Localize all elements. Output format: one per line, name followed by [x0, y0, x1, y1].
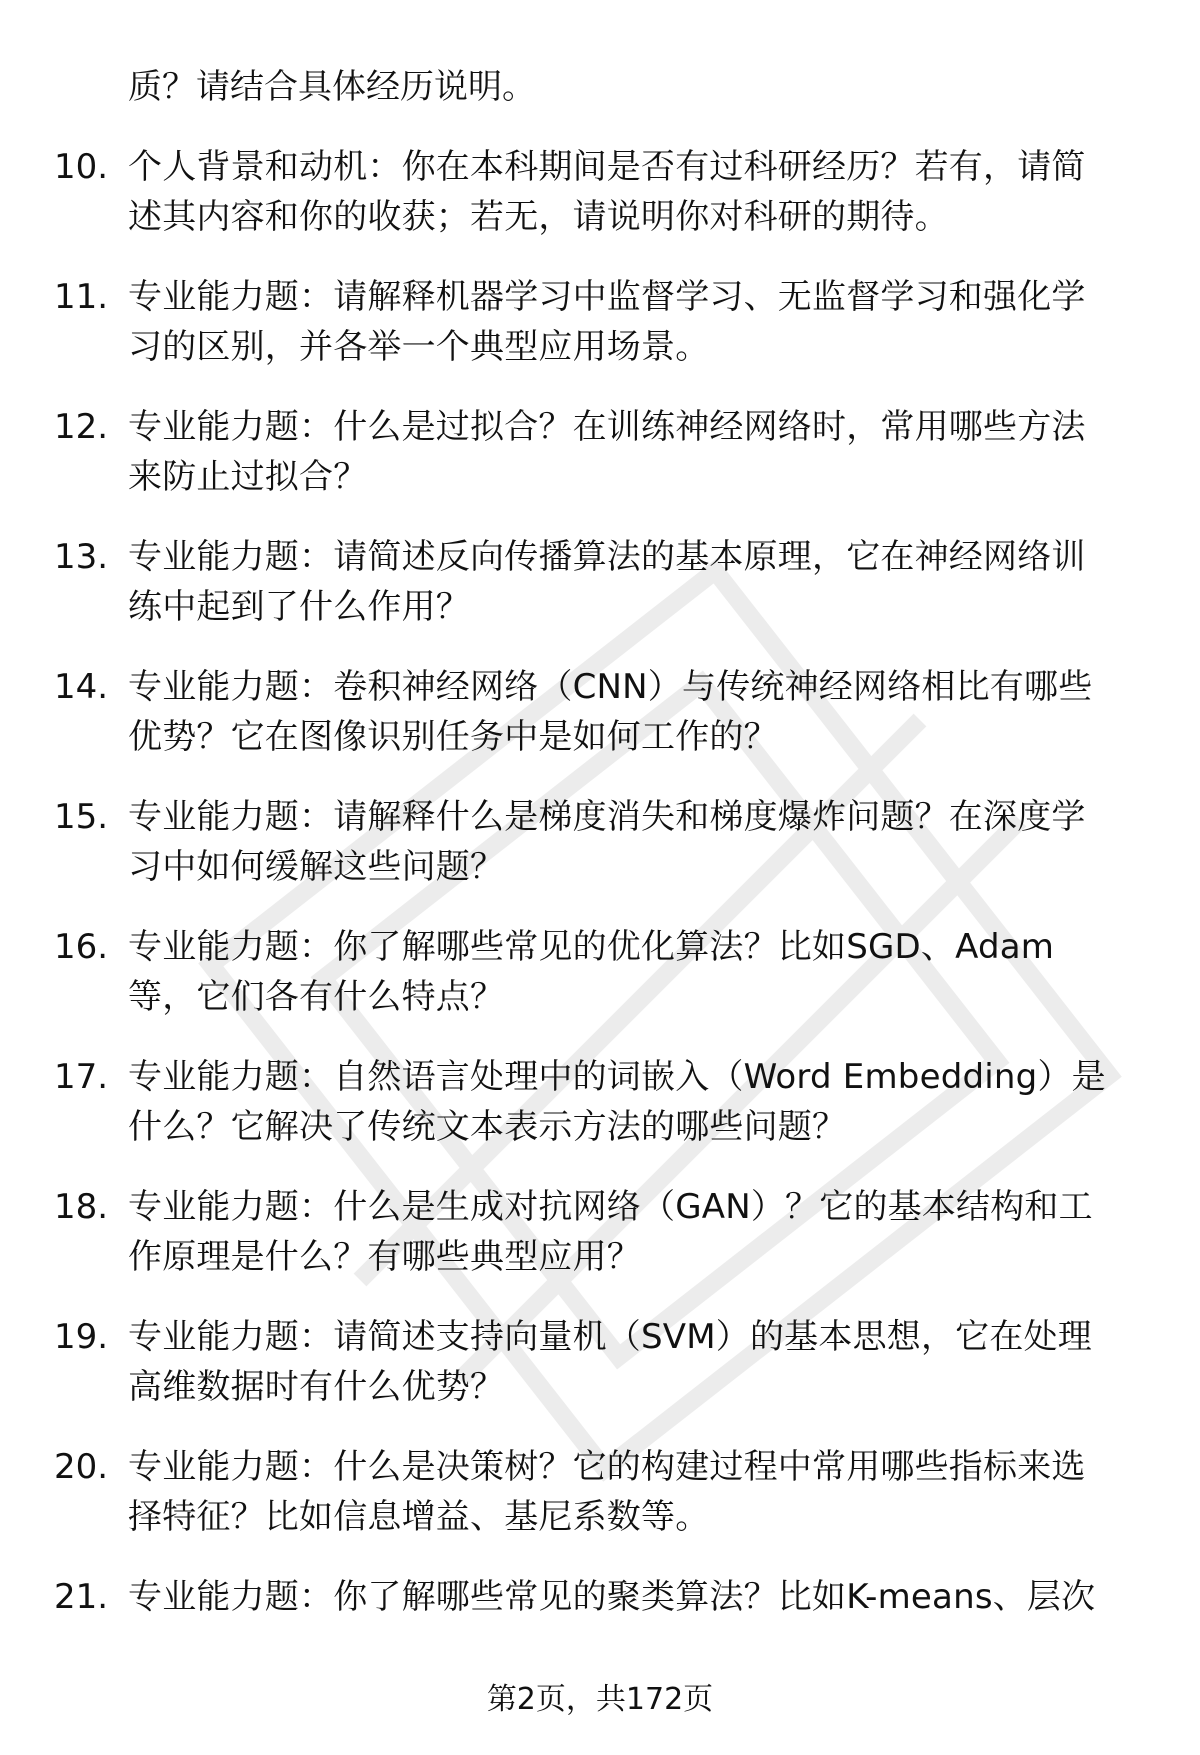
item-number: 13. [54, 537, 109, 577]
item-number: 15. [54, 797, 109, 837]
list-item [0, 792, 1200, 892]
list-item [0, 272, 1200, 372]
list-item [0, 662, 1200, 762]
item-text-line: 专业能力题：你了解哪些常见的聚类算法？比如K-means、层次 [128, 1577, 1096, 1617]
list-item [0, 1312, 1200, 1412]
item-number: 10. [54, 147, 109, 187]
list-item [0, 1442, 1200, 1542]
item-number: 11. [54, 277, 109, 317]
question-list [0, 62, 1200, 1622]
item-text-line: 专业能力题：请解释机器学习中监督学习、无监督学习和强化学 [128, 277, 1086, 317]
item-text-line: 习的区别，并各举一个典型应用场景。 [128, 327, 710, 367]
list-item [0, 1572, 1200, 1622]
item-text-line: 专业能力题：卷积神经网络（CNN）与传统神经网络相比有哪些 [128, 667, 1093, 707]
list-item [0, 532, 1200, 632]
item-text-line: 述其内容和你的收获；若无，请说明你对科研的期待。 [128, 197, 949, 237]
item-number: 20. [54, 1447, 109, 1487]
item-text-line: 专业能力题：请简述支持向量机（SVM）的基本思想，它在处理 [128, 1317, 1092, 1357]
item-number: 12. [54, 407, 109, 447]
item-text-line: 来防止过拟合？ [128, 457, 368, 497]
item-number: 16. [54, 927, 109, 967]
item-number: 19. [54, 1317, 109, 1357]
item-text-line: 专业能力题：什么是过拟合？在训练神经网络时，常用哪些方法 [128, 407, 1086, 447]
item-text-line: 专业能力题：什么是决策树？它的构建过程中常用哪些指标来选 [128, 1447, 1086, 1487]
item-text-line: 专业能力题：请解释什么是梯度消失和梯度爆炸问题？在深度学 [128, 797, 1086, 837]
item-number: 18. [54, 1187, 109, 1227]
item-number: 17. [54, 1057, 109, 1097]
item-text-line: 优势？它在图像识别任务中是如何工作的？ [128, 717, 778, 757]
item-text-line: 专业能力题：请简述反向传播算法的基本原理，它在神经网络训 [128, 537, 1086, 577]
item-text-line: 习中如何缓解这些问题？ [128, 847, 505, 887]
item-text-line: 择特征？比如信息增益、基尼系数等。 [128, 1497, 710, 1537]
item-text-line: 专业能力题：什么是生成对抗网络（GAN）？它的基本结构和工 [128, 1187, 1093, 1227]
item-number: 14. [54, 667, 109, 707]
item-text-line: 个人背景和动机：你在本科期间是否有过科研经历？若有，请简 [128, 147, 1086, 187]
list-item [0, 1182, 1200, 1282]
item-text-line: 作原理是什么？有哪些典型应用？ [128, 1237, 641, 1277]
item-text-line: 专业能力题：你了解哪些常见的优化算法？比如SGD、Adam [128, 927, 1055, 967]
list-item [0, 922, 1200, 1022]
item-text-line: 等，它们各有什么特点？ [128, 977, 505, 1017]
item-text-line: 专业能力题：自然语言处理中的词嵌入（Word Embedding）是 [128, 1057, 1106, 1097]
list-item [0, 1052, 1200, 1152]
item-text-line: 练中起到了什么作用？ [128, 587, 470, 627]
item-text-line: 什么？它解决了传统文本表示方法的哪些问题？ [128, 1107, 847, 1147]
page-footer: 第2页，共172页 [486, 1682, 714, 1717]
list-item [0, 402, 1200, 502]
item-text-line: 高维数据时有什么优势？ [128, 1367, 505, 1407]
list-item [0, 142, 1200, 242]
continuation-text: 质？请结合具体经历说明。 [128, 67, 536, 107]
item-number: 21. [54, 1577, 109, 1617]
